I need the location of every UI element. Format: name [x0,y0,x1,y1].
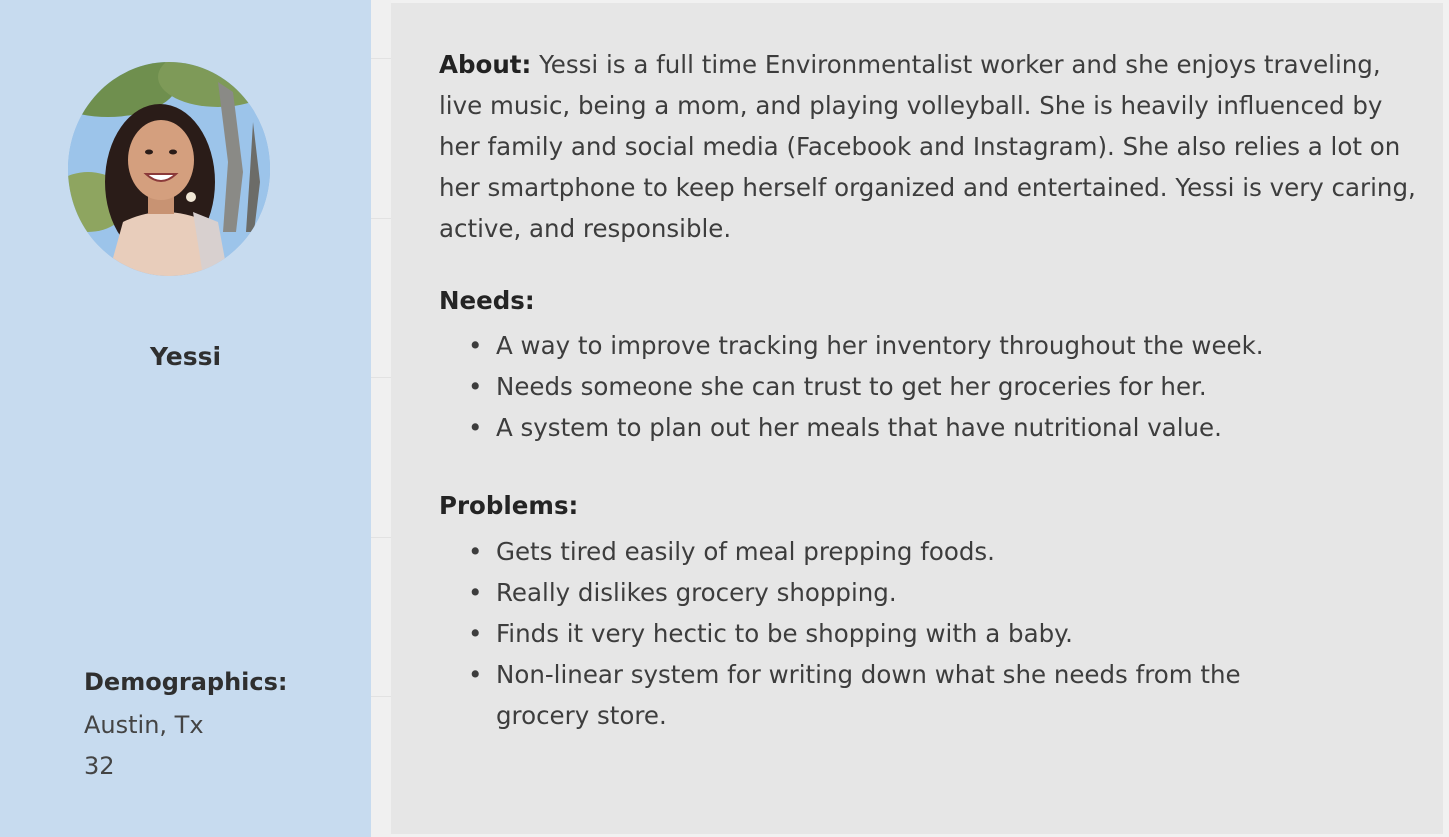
needs-heading: Needs: [439,286,535,315]
demographics-heading: Demographics: [84,668,288,696]
gutter-line [371,696,391,697]
demographics-location: Austin, Tx [84,711,204,739]
about-paragraph [439,44,1429,249]
avatar-photo [68,62,270,276]
list-item: • A system to plan out her meals that have nutritional value. [468,413,1222,442]
list-item: • Really dislikes grocery shopping. [468,578,897,607]
persona-details [391,3,1443,834]
demographics-age: 32 [84,752,115,780]
needs-list [439,325,1399,448]
persona-sidebar [0,0,371,837]
list-item: • Finds it very hectic to be shopping with a baby. [468,619,1073,648]
gutter-line [371,537,391,538]
gutter [371,0,391,837]
gutter-line [371,218,391,219]
list-item: • Needs someone she can trust to get her groceries for her. [468,372,1207,401]
persona-name: Yessi [149,342,222,371]
about-label: About: [439,50,532,79]
problems-list [439,531,1399,736]
gutter-line [371,58,391,59]
avatar [68,62,270,276]
list-item: • Gets tired easily of meal prepping foods. [468,537,995,566]
list-item: • Non-linear system for writing down what she needs from the grocery store. [468,660,1241,730]
about-text: Yessi is a full time Environmentalist worker and she enjoys traveling, live music, being a mom, and playing volleyball. She is heavily influenced by her family and social media (Facebook and Instagram). She also relies a lot on her smartphone to keep herself organized and entertained. Yessi is very caring, active, and responsible. [439,50,1416,243]
list-item: • A way to improve tracking her inventory throughout the week. [468,331,1264,360]
problems-heading: Problems: [439,491,579,520]
gutter-line [371,377,391,378]
